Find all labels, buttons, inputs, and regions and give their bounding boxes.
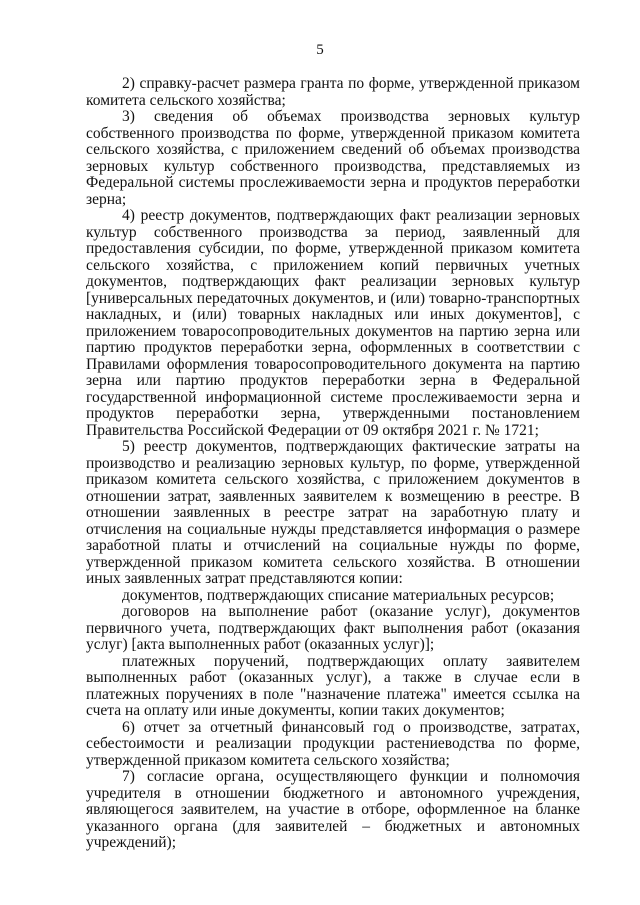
paragraph-item-7: 7) согласие органа, осуществляющего функции и полномочия учредителя в отношении бюджетного и автономного учреждения, являющегося заявителем, на участие в отборе, оформленное на бланке указанного органа (для заявителей – бюджетных и автономных учреждений); xyxy=(86,768,580,851)
paragraph-item-2: 2) справку-расчет размера гранта по форме, утвержденной приказом комитета сельского хозяйства; xyxy=(86,75,580,109)
paragraph-item-3: 3) сведения об объемах производства зерновых культур собственного производства по форме, утвержденной приказом комитета сельского хозяйства, с приложением сведений об объемах производства зерновых культур собственного производства, представляемых из Федеральной системы прослеживаемости зерна и продуктов переработки зерна; xyxy=(86,108,580,208)
paragraph-payment-orders: платежных поручений, подтверждающих оплату заявителем выполненных работ (оказанных услуг), а также в случае если в платежных поручениях в поле "назначение платежа" имеется ссылка на счета на оплату или иные документы, копии таких документов; xyxy=(86,652,580,719)
paragraph-item-4: 4) реестр документов, подтверждающих факт реализации зерновых культур собственного производства за период, заявленный для предоставления субсидии, по форме, утвержденной приказом комитета сельского хозяйства, с приложением копий первичных учетных документов, подтверждающих факт реализации зерновых культур [универсальных передаточных документов, и (или) товарно-транспортных накладных, и (или) товарных накладных или иных документов], с приложением товаросопроводительных документов на партию зерна или партию продуктов переработки зерна, оформленных в соответствии с Правилами оформления товаросопроводительного документа на партию зерна или партию продуктов переработки зерна в Федеральной государственной информационной системе прослеживаемости зерна и продуктов переработки зерна, утвержденными постановлением Правительства Российской Федерации от 09 октября 2021 г. № 1721; xyxy=(86,207,580,439)
paragraph-contracts: договоров на выполнение работ (оказание услуг), документов первичного учета, подтверждающих факт выполнения работ (оказания услуг) [акта выполненных работ (оказанных услуг)]; xyxy=(86,603,580,653)
paragraph-item-5: 5) реестр документов, подтверждающих фактические затраты на производство и реализацию зерновых культур, по форме, утвержденной приказом комитета сельского хозяйства, с приложением документов в отношении затрат, заявленных заявителем к возмещению в реестре. В отношении заявленных в реестре затрат на заработную плату и отчисления на социальные нужды представляется информация о размере заработной платы и отчислений на социальные нужды по форме, утвержденной приказом комитета сельского хозяйства. В отношении иных заявленных затрат представляются копии: xyxy=(86,438,580,587)
paragraph-item-6: 6) отчет за отчетный финансовый год о производстве, затратах, себестоимости и реализации продукции растениеводства по форме, утвержденной приказом комитета сельского хозяйства; xyxy=(86,718,580,769)
page-number: 5 xyxy=(316,42,324,58)
document-body xyxy=(86,76,580,852)
paragraph-material-resources: документов, подтверждающих списание материальных ресурсов; xyxy=(122,586,555,604)
